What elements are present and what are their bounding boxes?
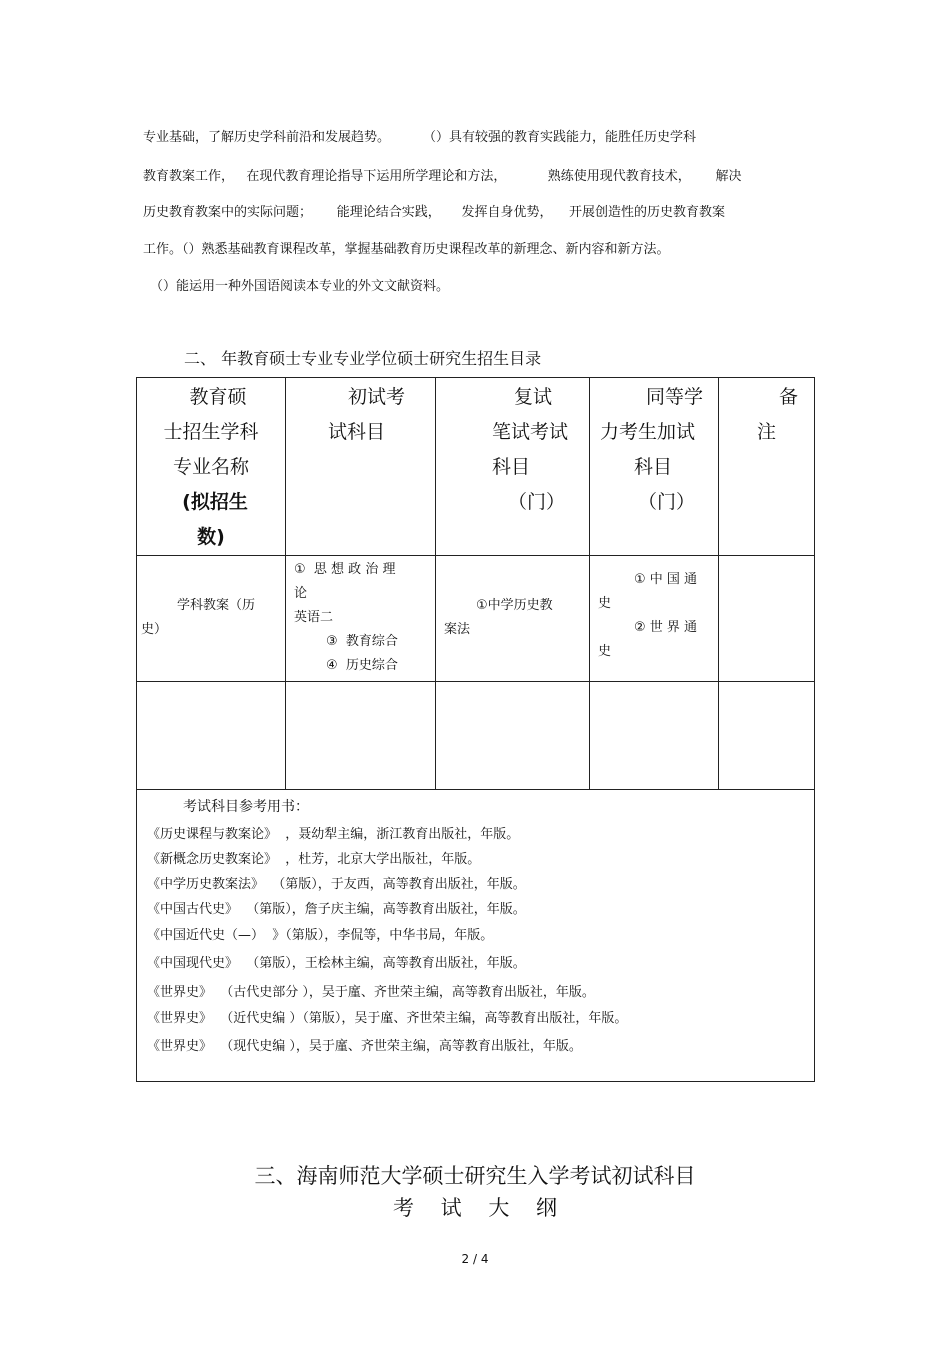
cell-empty	[719, 682, 815, 790]
reference-item: 《世界史》 （现代史编 ），吴于廑、齐世荣主编，高等教育出版社，年版。	[147, 1039, 582, 1054]
header-retest: 复试 笔试考试 科目 （门）	[436, 378, 590, 556]
cell-extra: ① 中 国 通 史 ② 世 界 通 史	[590, 556, 719, 682]
reference-item: 《历史课程与教案论》 ，聂幼犁主编，浙江教育出版社，年版。	[147, 827, 520, 842]
reference-item: 《中学历史教案法》 （第版），于友西，高等教育出版社，年版。	[147, 877, 526, 892]
intro-line-5: （）能运用一种外国语阅读本专业的外文文献资料。	[150, 279, 450, 294]
reference-item: 《中国现代史》 （第版），王桧林主编，高等教育出版社，年版。	[147, 956, 526, 971]
cell-empty	[436, 682, 590, 790]
cell-empty	[590, 682, 719, 790]
references-row	[137, 790, 815, 1082]
reference-item: 《中国古代史》 （第版），詹子庆主编，高等教育出版社，年版。	[147, 902, 526, 917]
table-row-empty	[137, 682, 815, 790]
header-extra: 同等学 力考生加试 科目 （门）	[590, 378, 719, 556]
page-number: 2 / 4	[461, 1252, 489, 1266]
reference-item: 《世界史》 （近代史编 ）（第版），吴于廑、齐世荣主编，高等教育出版社，年版。	[147, 1011, 628, 1026]
header-prelim: 初试考 试科目	[286, 378, 436, 556]
header-note: 备 注	[719, 378, 815, 556]
enrollment-catalog-table	[136, 377, 815, 1082]
section3-subtitle: 考 试 大 纲	[392, 1196, 558, 1220]
intro-line-4: 工作。（）熟悉基础教育课程改革，掌握基础教育历史课程改革的新理念、新内容和新方法。	[143, 242, 670, 257]
intro-line-2: 教育教案工作， 在现代教育理论指导下运用所学理论和方法， 熟练使用现代教育技术， 解决	[143, 169, 742, 184]
references-cell	[137, 790, 815, 1082]
reference-item: 《世界史》 （古代史部分 ），吴于廑、齐世荣主编，高等教育出版社，年版。	[147, 985, 595, 1000]
cell-major: 学科教案（历 史）	[137, 556, 286, 682]
intro-line-3: 历史教育教案中的实际问题； 能理论结合实践， 发挥自身优势， 开展创造性的历史教育教案	[143, 205, 725, 220]
cell-empty	[137, 682, 286, 790]
section2-title: 二、 年教育硕士专业专业学位硕士研究生招生目录	[184, 349, 542, 368]
cell-empty	[286, 682, 436, 790]
cell-retest: ①中学历史教 案法	[436, 556, 590, 682]
intro-line-1: 专业基础，了解历史学科前沿和发展趋势。 （）具有较强的教育实践能力，能胜任历史学科	[143, 130, 697, 145]
references-title: 考试科目参考用书：	[183, 799, 309, 815]
reference-item: 《中国近代史（—） 》（第版），李侃等，中华书局，年版。	[147, 928, 494, 943]
table-row	[137, 556, 815, 682]
cell-note	[719, 556, 815, 682]
header-major: 教育硕 士招生学科 专业名称 (拟招生 数)	[137, 378, 286, 556]
cell-prelim: ① 思 想 政 治 理 论 英语二 ③ 教育综合 ④ 历史综合	[286, 556, 436, 682]
section3-title: 三、海南师范大学硕士研究生入学考试初试科目	[254, 1164, 696, 1188]
table-header-row	[137, 378, 815, 556]
reference-item: 《新概念历史教案论》 ，杜芳，北京大学出版社，年版。	[147, 852, 481, 867]
